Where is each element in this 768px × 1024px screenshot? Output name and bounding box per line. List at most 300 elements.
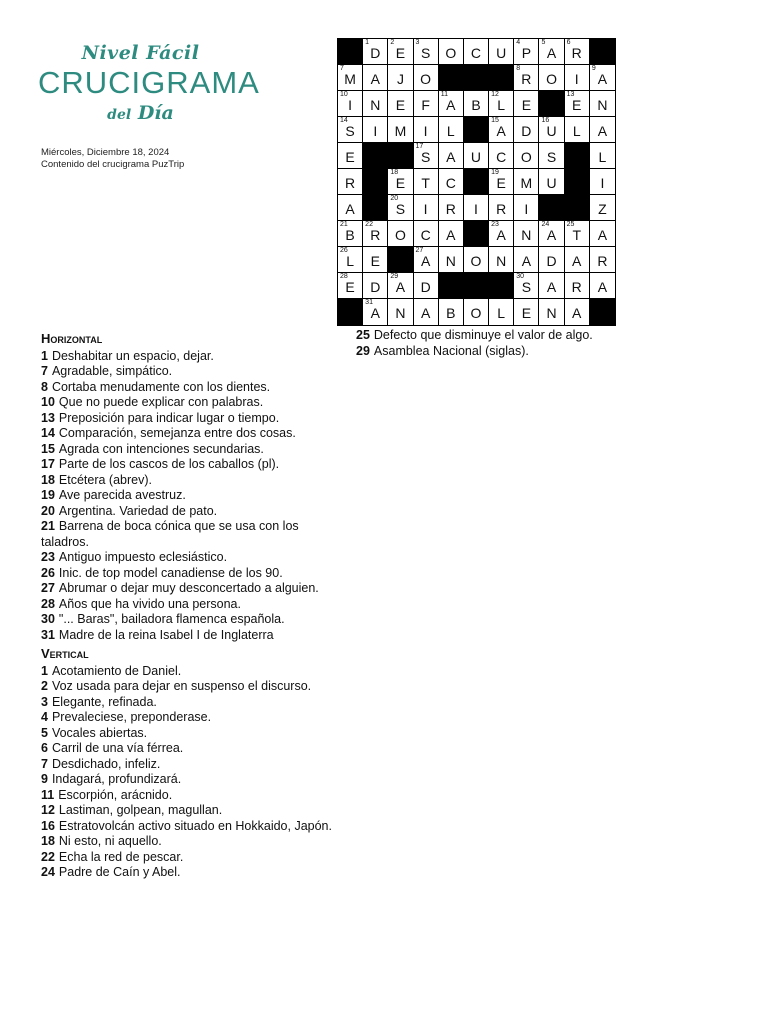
cell-number: 6 (566, 39, 571, 46)
clue-text: Carril de una vía férrea. (51, 741, 184, 755)
grid-cell[interactable] (439, 39, 464, 65)
grid-cell[interactable] (464, 143, 489, 169)
cell-letter: D (370, 278, 381, 295)
clue-text: Barrena de boca cónica que se usa con los taladros. (41, 519, 299, 549)
logo-title: CRUCIGRAMA (38, 65, 260, 100)
clue-number: 10 (41, 395, 55, 409)
grid-cell[interactable] (338, 273, 363, 299)
grid-cell[interactable] (514, 39, 539, 65)
clue-text: Lastiman, golpean, magullan. (58, 803, 223, 817)
cell-letter: A (546, 226, 557, 243)
grid-cell[interactable] (539, 221, 564, 247)
cell-letter: A (597, 278, 608, 295)
grid-cell[interactable] (439, 169, 464, 195)
grid-cell[interactable] (565, 117, 590, 143)
grid-cell[interactable] (489, 39, 514, 65)
grid-cell[interactable] (539, 169, 564, 195)
cell-letter: O (395, 226, 406, 243)
grid-cell[interactable] (565, 273, 590, 299)
cell-letter: I (524, 200, 529, 217)
grid-cell[interactable] (414, 39, 439, 65)
clue-text: Indagará, profundizará. (51, 772, 182, 786)
cell-number: 16 (541, 117, 550, 124)
clue-text: Comparación, semejanza entre dos cosas. (58, 426, 296, 440)
cell-letter: U (496, 44, 507, 61)
clue-item (41, 772, 341, 788)
cell-number: 24 (541, 221, 550, 228)
cell-letter: O (445, 44, 457, 61)
grid-cell[interactable] (590, 143, 615, 169)
clue-item (41, 442, 341, 458)
grid-cell[interactable] (539, 117, 564, 143)
clue-number: 29 (356, 343, 370, 358)
cell-letter: U (546, 122, 557, 139)
cell-letter: C (420, 226, 431, 243)
cell-number: 23 (491, 221, 499, 228)
grid-cell[interactable] (489, 247, 514, 273)
cell-letter: S (521, 278, 532, 295)
grid-cell[interactable] (539, 247, 564, 273)
grid-cell[interactable] (338, 169, 363, 195)
cell-letter: U (470, 148, 482, 165)
cell-letter: S (345, 122, 355, 139)
vertical-clue-list (41, 664, 341, 881)
clue-text: Preposición para indicar lugar o tiempo. (58, 410, 280, 425)
grid-cell[interactable] (338, 117, 363, 143)
cell-number: 31 (365, 299, 373, 306)
logo-subtitle (38, 101, 243, 127)
logo-subtitle-small: del (107, 107, 132, 123)
clue-text: Ave parecida avestruz. (58, 488, 186, 502)
cell-letter: A (446, 226, 456, 243)
cell-number: 25 (566, 221, 575, 228)
cell-number: 21 (340, 221, 348, 228)
grid-cell[interactable] (414, 195, 439, 221)
clue-text: Defecto que disminuye el valor de algo. (373, 328, 593, 342)
grid-cell[interactable] (590, 169, 615, 195)
grid-block (590, 39, 615, 65)
grid-cell[interactable] (565, 221, 590, 247)
credit-text: Contenido del crucigrama PuzTrip (41, 159, 185, 170)
grid-cell[interactable] (388, 117, 413, 143)
clue-item (356, 328, 636, 344)
grid-block (565, 195, 590, 221)
cell-letter: R (571, 278, 582, 295)
grid-cell[interactable] (388, 273, 413, 299)
clue-item (41, 757, 341, 773)
clue-number: 3 (41, 694, 48, 709)
cell-letter: S (546, 148, 557, 165)
grid-cell[interactable] (338, 221, 363, 247)
cell-letter: S (395, 200, 406, 217)
cell-letter: C (496, 148, 507, 165)
grid-cell[interactable] (414, 299, 439, 325)
grid-cell[interactable] (565, 247, 590, 273)
clue-item (41, 679, 341, 695)
grid-cell[interactable] (590, 91, 615, 117)
grid-cell[interactable] (439, 247, 464, 273)
grid-cell[interactable] (414, 273, 439, 299)
cell-letter: A (370, 70, 380, 87)
grid-block (439, 273, 464, 299)
grid-block (539, 91, 564, 117)
cell-letter: E (496, 174, 506, 191)
grid-cell[interactable] (388, 221, 413, 247)
clue-number: 20 (41, 503, 55, 518)
vertical-clue-list-continued (356, 328, 636, 359)
cell-letter: L (572, 122, 581, 139)
grid-cell[interactable] (565, 91, 590, 117)
cell-letter: N (445, 252, 456, 269)
grid-cell[interactable] (514, 273, 539, 299)
logo (38, 42, 260, 127)
cell-number: 13 (566, 91, 575, 98)
cell-letter: R (370, 226, 381, 243)
grid-cell[interactable] (514, 221, 539, 247)
grid-cell[interactable] (388, 91, 413, 117)
clue-item (356, 344, 636, 360)
grid-cell[interactable] (489, 221, 514, 247)
grid-block (464, 65, 489, 91)
cell-letter: A (496, 226, 506, 243)
grid-cell[interactable] (565, 65, 590, 91)
clue-item (41, 550, 341, 566)
cell-letter: R (571, 44, 582, 61)
clue-text: Antiguo impuesto eclesiástico. (58, 550, 228, 564)
cell-letter: S (420, 44, 431, 61)
grid-cell[interactable] (590, 195, 615, 221)
level-label: Nivel Fácil (81, 42, 200, 64)
cell-letter: N (546, 305, 557, 321)
cell-number: 26 (340, 247, 348, 254)
grid-cell[interactable] (338, 195, 363, 221)
grid-cell[interactable] (363, 65, 388, 91)
logo-subtitle-main: Día (137, 102, 174, 124)
grid-cell[interactable] (464, 299, 489, 325)
grid-block (464, 273, 489, 299)
clue-text: Deshabitar un espacio, dejar. (51, 348, 214, 363)
vertical-heading: Vertical (41, 646, 89, 661)
clue-text: Asamblea Nacional (siglas). (373, 343, 529, 358)
grid-cell[interactable] (464, 195, 489, 221)
cell-number: 20 (390, 195, 399, 202)
grid-cell[interactable] (338, 247, 363, 273)
clue-item (41, 695, 341, 711)
cell-letter: A (446, 148, 456, 165)
clue-number: 1 (41, 663, 48, 678)
grid-block (363, 195, 388, 221)
cell-number: 4 (516, 39, 521, 46)
grid-cell[interactable] (590, 221, 615, 247)
cell-letter: L (497, 305, 506, 321)
cell-letter: E (521, 96, 532, 113)
grid-cell[interactable] (414, 143, 439, 169)
grid-cell[interactable] (539, 273, 564, 299)
clue-item (41, 741, 341, 757)
cell-letter: E (395, 174, 406, 191)
clue-number: 22 (41, 849, 55, 864)
cell-letter: I (423, 122, 428, 139)
grid-cell[interactable] (464, 39, 489, 65)
clue-number: 27 (41, 581, 55, 595)
clue-number: 28 (41, 596, 55, 611)
grid-cell[interactable] (539, 65, 564, 91)
clue-number: 21 (41, 519, 55, 533)
clue-item (41, 581, 341, 597)
clue-text: Agradable, simpático. (51, 364, 173, 378)
grid-cell[interactable] (388, 39, 413, 65)
clue-text: Parte de los cascos de los caballos (pl). (58, 457, 280, 471)
grid-block (565, 169, 590, 195)
grid-block (539, 195, 564, 221)
cell-letter: R (597, 252, 608, 269)
cell-letter: R (445, 200, 456, 217)
grid-cell[interactable] (414, 247, 439, 273)
clue-number: 25 (356, 328, 370, 342)
cell-letter: D (370, 44, 381, 61)
grid-cell[interactable] (539, 143, 564, 169)
clue-number: 12 (41, 803, 55, 817)
grid-block (363, 143, 388, 169)
cell-number: 11 (440, 91, 448, 98)
cell-letter: O (420, 70, 432, 87)
cell-letter: E (395, 96, 406, 113)
grid-cell[interactable] (439, 91, 464, 117)
clue-item (41, 411, 341, 427)
grid-cell[interactable] (565, 299, 590, 325)
cell-letter: D (521, 122, 532, 139)
clue-number: 16 (41, 818, 55, 833)
grid-cell[interactable] (439, 117, 464, 143)
clue-text: Echa la red de pescar. (58, 849, 184, 864)
cell-letter: N (521, 226, 532, 243)
grid-cell[interactable] (590, 65, 615, 91)
grid-cell[interactable] (489, 169, 514, 195)
crossword-grid (337, 38, 616, 326)
cell-number: 17 (415, 143, 424, 150)
cell-number: 29 (390, 273, 399, 280)
clue-item (41, 710, 341, 726)
clue-number: 9 (41, 772, 48, 786)
cell-letter: C (470, 44, 482, 61)
grid-cell[interactable] (439, 143, 464, 169)
grid-block (439, 65, 464, 91)
clue-text: Etcétera (abrev). (58, 472, 152, 487)
cell-letter: I (423, 200, 428, 217)
clue-text: Acotamiento de Daniel. (51, 663, 182, 678)
cell-letter: B (446, 305, 456, 321)
date-text: Miércoles, Diciembre 18, 2024 (41, 147, 170, 158)
cell-letter: A (420, 305, 431, 321)
clue-item (41, 803, 341, 819)
clue-item (41, 726, 341, 742)
cell-letter: U (546, 174, 557, 191)
clue-number: 26 (41, 565, 55, 580)
clue-item (41, 473, 341, 489)
cell-letter: L (497, 96, 506, 113)
clue-item (41, 850, 341, 866)
cell-letter: A (370, 305, 380, 321)
cell-letter: N (370, 96, 381, 113)
clue-item (41, 664, 341, 680)
cell-number: 19 (491, 169, 499, 176)
cell-letter: I (348, 96, 353, 113)
grid-cell[interactable] (539, 299, 564, 325)
cell-letter: E (345, 148, 355, 165)
cell-letter: S (420, 148, 431, 165)
cell-number: 15 (491, 117, 499, 124)
grid-block (338, 39, 363, 65)
cell-letter: A (572, 305, 582, 321)
grid-block (489, 65, 514, 91)
cell-letter: A (546, 278, 557, 295)
grid-cell[interactable] (414, 221, 439, 247)
cell-letter: F (421, 96, 430, 113)
grid-cell[interactable] (363, 91, 388, 117)
grid-block (388, 143, 413, 169)
grid-cell[interactable] (590, 273, 615, 299)
cell-letter: E (395, 44, 406, 61)
grid-cell[interactable] (464, 247, 489, 273)
cell-number: 5 (541, 39, 546, 46)
grid-cell[interactable] (388, 299, 413, 325)
grid-cell[interactable] (363, 117, 388, 143)
grid-cell[interactable] (363, 299, 388, 325)
clues-right-column (356, 328, 636, 359)
grid-cell[interactable] (414, 65, 439, 91)
grid-cell[interactable] (363, 39, 388, 65)
cell-number: 27 (415, 247, 424, 254)
cell-number: 9 (591, 65, 596, 72)
cell-letter: L (346, 252, 354, 269)
cell-letter: R (345, 174, 356, 191)
grid-cell[interactable] (489, 143, 514, 169)
cell-letter: D (546, 252, 557, 269)
cell-letter: M (394, 122, 407, 139)
grid-cell[interactable] (464, 91, 489, 117)
grid-cell[interactable] (363, 273, 388, 299)
clue-number: 19 (41, 488, 55, 502)
clue-item (41, 380, 341, 396)
clue-item (41, 612, 341, 628)
cell-letter: A (546, 44, 557, 61)
grid-cell[interactable] (414, 169, 439, 195)
clue-text: "... Baras", bailadora flamenca española. (58, 612, 285, 626)
grid-cell[interactable] (338, 91, 363, 117)
clue-number: 2 (41, 679, 48, 693)
grid-cell[interactable] (514, 65, 539, 91)
grid-cell[interactable] (514, 143, 539, 169)
clue-number: 17 (41, 457, 55, 471)
clue-item (41, 457, 341, 473)
clue-number: 23 (41, 550, 55, 564)
grid-block (338, 299, 363, 325)
grid-cell[interactable] (439, 195, 464, 221)
clue-text: Padre de Caín y Abel. (58, 865, 181, 879)
clue-number: 18 (41, 472, 55, 487)
grid-cell[interactable] (388, 65, 413, 91)
grid-block (489, 273, 514, 299)
grid-cell[interactable] (590, 247, 615, 273)
cell-number: 28 (340, 273, 348, 280)
clue-text: Estratovolcán activo situado en Hokkaido, Japón. (58, 818, 332, 833)
grid-cell[interactable] (514, 195, 539, 221)
clue-number: 24 (41, 865, 55, 879)
grid-block (565, 143, 590, 169)
grid-cell[interactable] (489, 117, 514, 143)
cell-letter: A (496, 122, 506, 139)
grid-cell[interactable] (565, 39, 590, 65)
cell-letter: N (496, 252, 507, 269)
grid-block (464, 117, 489, 143)
grid-cell[interactable] (514, 247, 539, 273)
grid-cell[interactable] (363, 247, 388, 273)
clue-number: 6 (41, 741, 48, 755)
cell-number: 2 (390, 39, 395, 46)
clue-text: Abrumar o dejar muy desconcertado a alguien. (58, 581, 319, 595)
grid-cell[interactable] (514, 91, 539, 117)
cell-letter: O (546, 70, 557, 87)
grid-cell[interactable] (388, 169, 413, 195)
grid-cell[interactable] (489, 91, 514, 117)
clue-item (41, 519, 341, 550)
cell-letter: A (572, 252, 582, 269)
grid-cell[interactable] (414, 91, 439, 117)
clue-item (41, 504, 341, 520)
cell-letter: M (520, 174, 533, 191)
clue-text: Años que ha vivido una persona. (58, 596, 241, 611)
clue-item (41, 395, 341, 411)
grid-cell[interactable] (489, 195, 514, 221)
grid-cell[interactable] (338, 143, 363, 169)
grid-cell[interactable] (514, 169, 539, 195)
cell-letter: I (474, 200, 478, 217)
cell-letter: T (421, 174, 430, 191)
cell-letter: N (395, 305, 406, 321)
clue-number: 13 (41, 410, 55, 425)
grid-cell[interactable] (414, 117, 439, 143)
clue-text: Vocales abiertas. (51, 725, 148, 740)
grid-cell[interactable] (539, 39, 564, 65)
cell-letter: C (445, 174, 456, 191)
clue-text: Escorpión, arácnido. (58, 787, 173, 802)
grid-cell[interactable] (363, 221, 388, 247)
cell-letter: R (496, 200, 507, 217)
grid-cell[interactable] (590, 117, 615, 143)
grid-cell[interactable] (514, 299, 539, 325)
grid-cell[interactable] (338, 65, 363, 91)
clue-item (41, 628, 341, 644)
grid-block (590, 299, 615, 325)
grid-cell[interactable] (388, 195, 413, 221)
cell-letter: R (521, 70, 532, 87)
cell-number: 12 (491, 91, 499, 98)
grid-block (464, 221, 489, 247)
grid-block (363, 169, 388, 195)
grid-cell[interactable] (489, 299, 514, 325)
grid-cell[interactable] (439, 221, 464, 247)
cell-letter: M (344, 70, 356, 87)
clue-text: Desdichado, infeliz. (51, 756, 161, 771)
cell-letter: O (520, 148, 532, 165)
clue-text: Inic. de top model canadiense de los 90. (58, 565, 283, 580)
cell-letter: I (574, 70, 579, 87)
grid-cell[interactable] (514, 117, 539, 143)
cell-letter: B (345, 226, 355, 243)
clue-text: Agrada con intenciones secundarias. (58, 441, 264, 456)
grid-cell[interactable] (439, 299, 464, 325)
cell-letter: L (598, 148, 607, 165)
